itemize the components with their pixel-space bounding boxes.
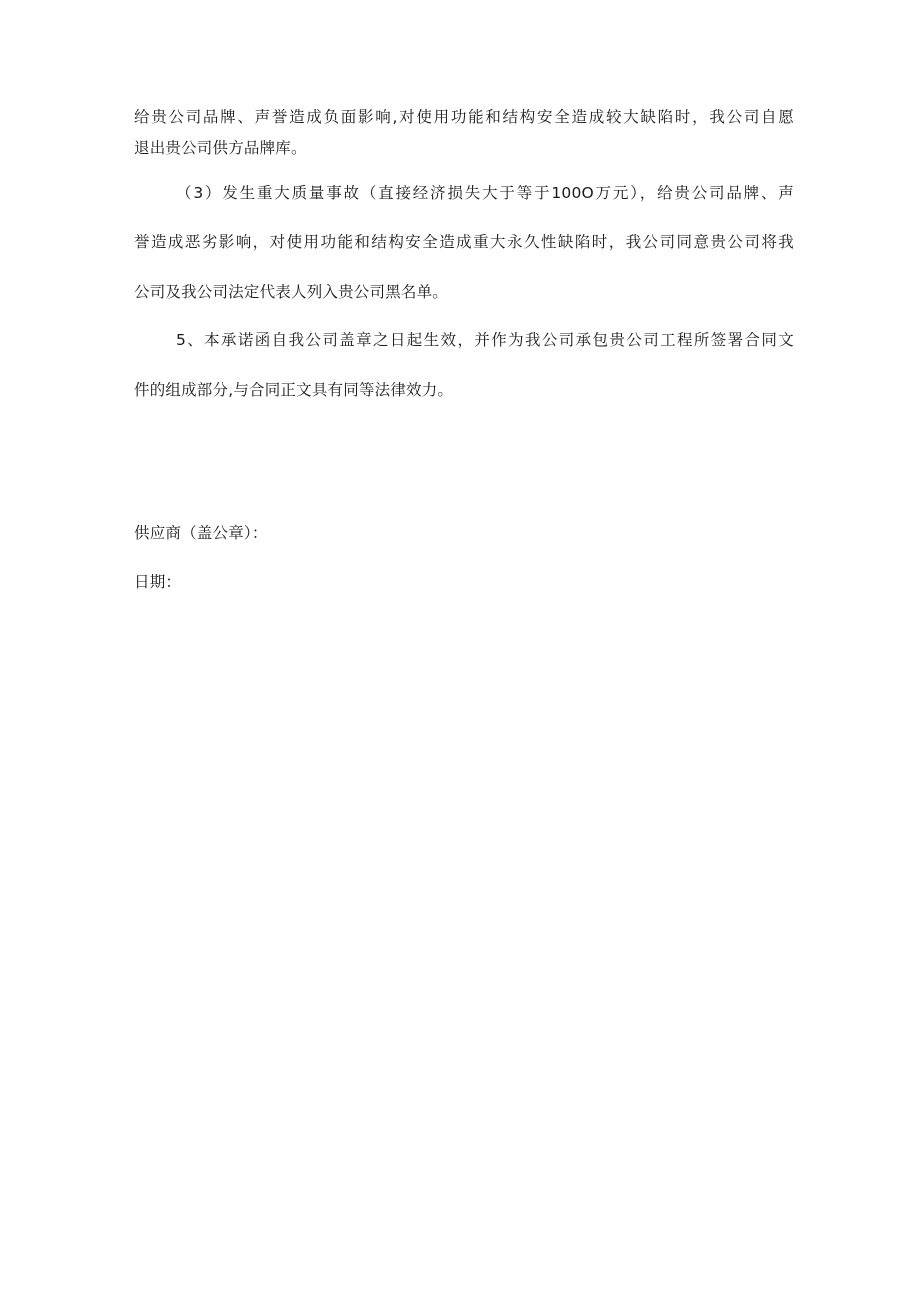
paragraph-2-line-1: 给贵公司品牌、声誉造成负面影响,对使用功能和结构安全造成较大缺陷时，我公司自愿 [134,108,794,126]
paragraph-5-line-1: 5、本承诺函自我公司盖章之日起生效，并作为我公司承包贵公司工程所签署合同文 [176,331,794,349]
paragraph-2-line-2: 退出贵公司供方品牌库。 [134,139,307,157]
paragraph-5-line-2: 件的组成部分,与合同正文具有同等法律效力。 [134,381,454,399]
supplier-seal-label: 供应商（盖公章）： [134,524,268,542]
paragraph-3-line-1: （3）发生重大质量事故（直接经济损失大于等于100O万元），给贵公司品牌、声 [176,184,794,202]
paragraph-3-line-3: 公司及我公司法定代表人列入贵公司黑名单。 [134,283,449,301]
paragraph-3-line-2: 誉造成恶劣影响，对使用功能和结构安全造成重大永久性缺陷时，我公司同意贵公司将我 [134,233,794,251]
date-label: 日期： [134,573,182,591]
